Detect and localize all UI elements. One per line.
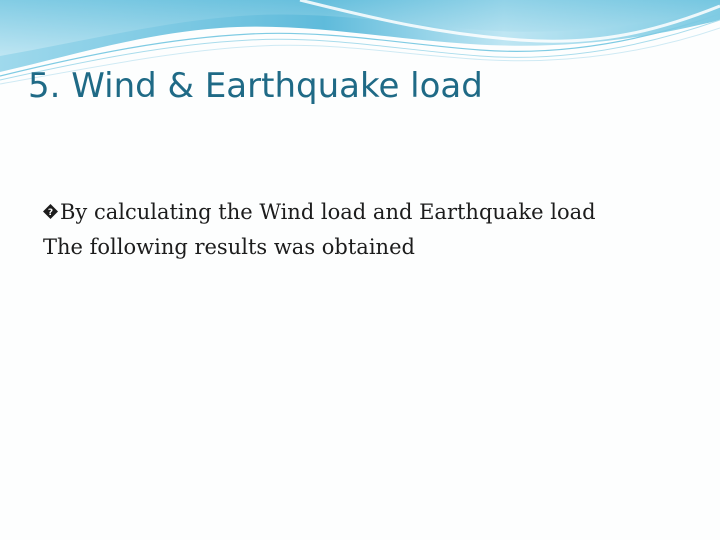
bullet-text-block <box>43 195 703 265</box>
svg-text:?: ? <box>47 208 54 218</box>
slide-title: 5. Wind & Earthquake load <box>28 66 483 106</box>
bullet-line-1 <box>43 195 703 230</box>
bullet-text-line-1: By calculating the Wind load and Earthquake load <box>60 200 596 224</box>
bullet-text-line-2: The following results was obtained <box>43 235 415 259</box>
missing-glyph-icon <box>43 204 58 222</box>
